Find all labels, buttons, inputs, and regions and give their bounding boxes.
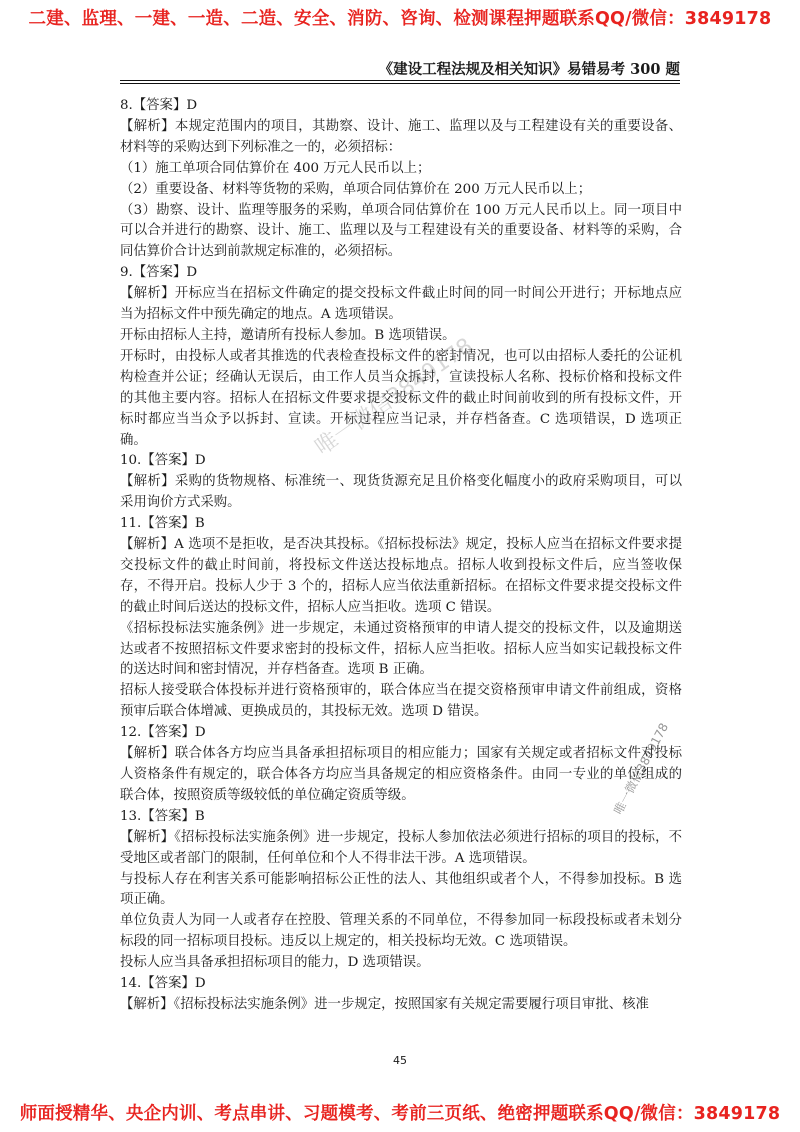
explanation-paragraph: 【解析】A 选项不是拒收，是否决其投标。《招标投标法》规定，投标人应当在招标文件要求提交投标文件的截止时间前，将投标文件送达投标地点。招标人收到投标文件后，应当签收保存，不得开启。投标人少于 3 个的，招标人应当依法重新招标。在招标文件要求提交投标文件的截止时间后送达的投标文件，招标人应当拒收。选项 C 错误。 bbox=[120, 537, 682, 615]
header-rule-thick bbox=[120, 80, 680, 81]
answer-line: 13.【答案】B bbox=[120, 808, 205, 824]
explanation-paragraph: 开标时，由投标人或者其推选的代表检查投标文件的密封情况，也可以由招标人委托的公证机构检查并公证；经确认无误后，由工作人员当众拆封，宣读投标人名称、投标价格和投标文件的其他主要内容。招标人在招标文件要求提交投标文件的截止时间前收到的所有投标文件，开标时都应当当众予以拆封、宣读。开标过程应当记录，并存档备查。C 选项错误，D 选项正确。 bbox=[120, 348, 682, 448]
explanation-paragraph: 【解析】本规定范围内的项目，其勘察、设计、施工、监理以及与工程建设有关的重要设备、材料等的采购达到下列标准之一的，必须招标： bbox=[120, 118, 682, 155]
answer-explanations bbox=[120, 96, 682, 1016]
answer-line: 12.【答案】D bbox=[120, 725, 206, 741]
explanation-paragraph: 【解析】《招标投标法实施条例》进一步规定，投标人参加依法必须进行招标的项目的投标，不受地区或者部门的限制，任何单位和个人不得非法干涉。A 选项错误。 bbox=[120, 829, 682, 866]
explanation-paragraph: （3）勘察、设计、监理等服务的采购，单项合同估算价在 100 万元人民币以上。同一项目中可以合并进行的勘察、设计、施工、监理以及与工程建设有关的重要设备、材料等的采购，合同估算价合计达到前款规定标准的，必须招标。 bbox=[120, 202, 682, 260]
explanation-paragraph: 【解析】开标应当在招标文件确定的提交投标文件截止时间的同一时间公开进行；开标地点应当为招标文件中预先确定的地点。A 选项错误。 bbox=[120, 286, 682, 323]
answer-line: 10.【答案】D bbox=[120, 453, 206, 469]
explanation-paragraph: （1）施工单项合同估算价在 400 万元人民币以上； bbox=[120, 160, 431, 176]
explanation-paragraph: 投标人应当具备承担招标项目的能力，D 选项错误。 bbox=[120, 955, 430, 971]
answer-line: 8.【答案】D bbox=[120, 98, 198, 113]
running-header-title: 《建设工程法规及相关知识》易错易考 300 题 bbox=[378, 61, 680, 78]
explanation-paragraph: （2）重要设备、材料等货物的采购，单项合同估算价在 200 万元人民币以上； bbox=[120, 181, 592, 197]
answer-line: 9.【答案】D bbox=[120, 265, 198, 281]
explanation-paragraph: 单位负责人为同一人或者存在控股、管理关系的不同单位，不得参加同一标段投标或者未划分标段的同一招标项目投标。违反以上规定的，相关投标均无效。C 选项错误。 bbox=[120, 913, 682, 950]
watermark: 唯一微信3849178 bbox=[310, 333, 478, 461]
answer-line: 14.【答案】D bbox=[120, 976, 206, 992]
watermark: 唯一微信3849178 bbox=[611, 720, 672, 817]
bottom-banner: 师面授精华、央企内训、考点串讲、习题模考、考前三页纸、绝密押题联系QQ/微信：3849178 bbox=[19, 1104, 781, 1124]
answer-line: 11.【答案】B bbox=[120, 516, 205, 532]
explanation-paragraph: 【解析】《招标投标法实施条例》进一步规定，按照国家有关规定需要履行项目审批、核准 bbox=[120, 996, 649, 1012]
explanation-paragraph: 与投标人存在利害关系可能影响招标公正性的法人、其他组织或者个人，不得参加投标。B 选项正确。 bbox=[120, 871, 682, 908]
header-rule-thin bbox=[120, 83, 680, 84]
explanation-paragraph: 【解析】采购的货物规格、标准统一、现货货源充足且价格变化幅度小的政府采购项目，可以采用询价方式采购。 bbox=[120, 474, 682, 511]
page-number: 45 bbox=[393, 1054, 407, 1067]
explanation-paragraph: 【解析】联合体各方均应当具备承担招标项目的相应能力；国家有关规定或者招标文件对投标人资格条件有规定的，联合体各方均应当具备规定的相应资格条件。由同一专业的单位组成的联合体，按照资质等级较低的单位确定资质等级。 bbox=[120, 746, 682, 803]
explanation-paragraph: 《招标投标法实施条例》进一步规定，未通过资格预审的申请人提交的投标文件，以及逾期送达或者不按照招标文件要求密封的投标文件，招标人应当拒收。招标人应当如实记载投标文件的送达时间和密封情况，并存档备查。选项 B 正确。 bbox=[120, 620, 682, 678]
top-banner: 二建、监理、一建、一造、二造、安全、消防、咨询、检测课程押题联系QQ/微信：3849178 bbox=[28, 9, 772, 29]
explanation-paragraph: 开标由招标人主持，邀请所有投标人参加。B 选项错误。 bbox=[120, 327, 456, 343]
explanation-paragraph: 招标人接受联合体投标并进行资格预审的，联合体应当在提交资格预审申请文件前组成，资格预审后联合体增减、更换成员的，其投标无效。选项 D 错误。 bbox=[120, 683, 682, 720]
